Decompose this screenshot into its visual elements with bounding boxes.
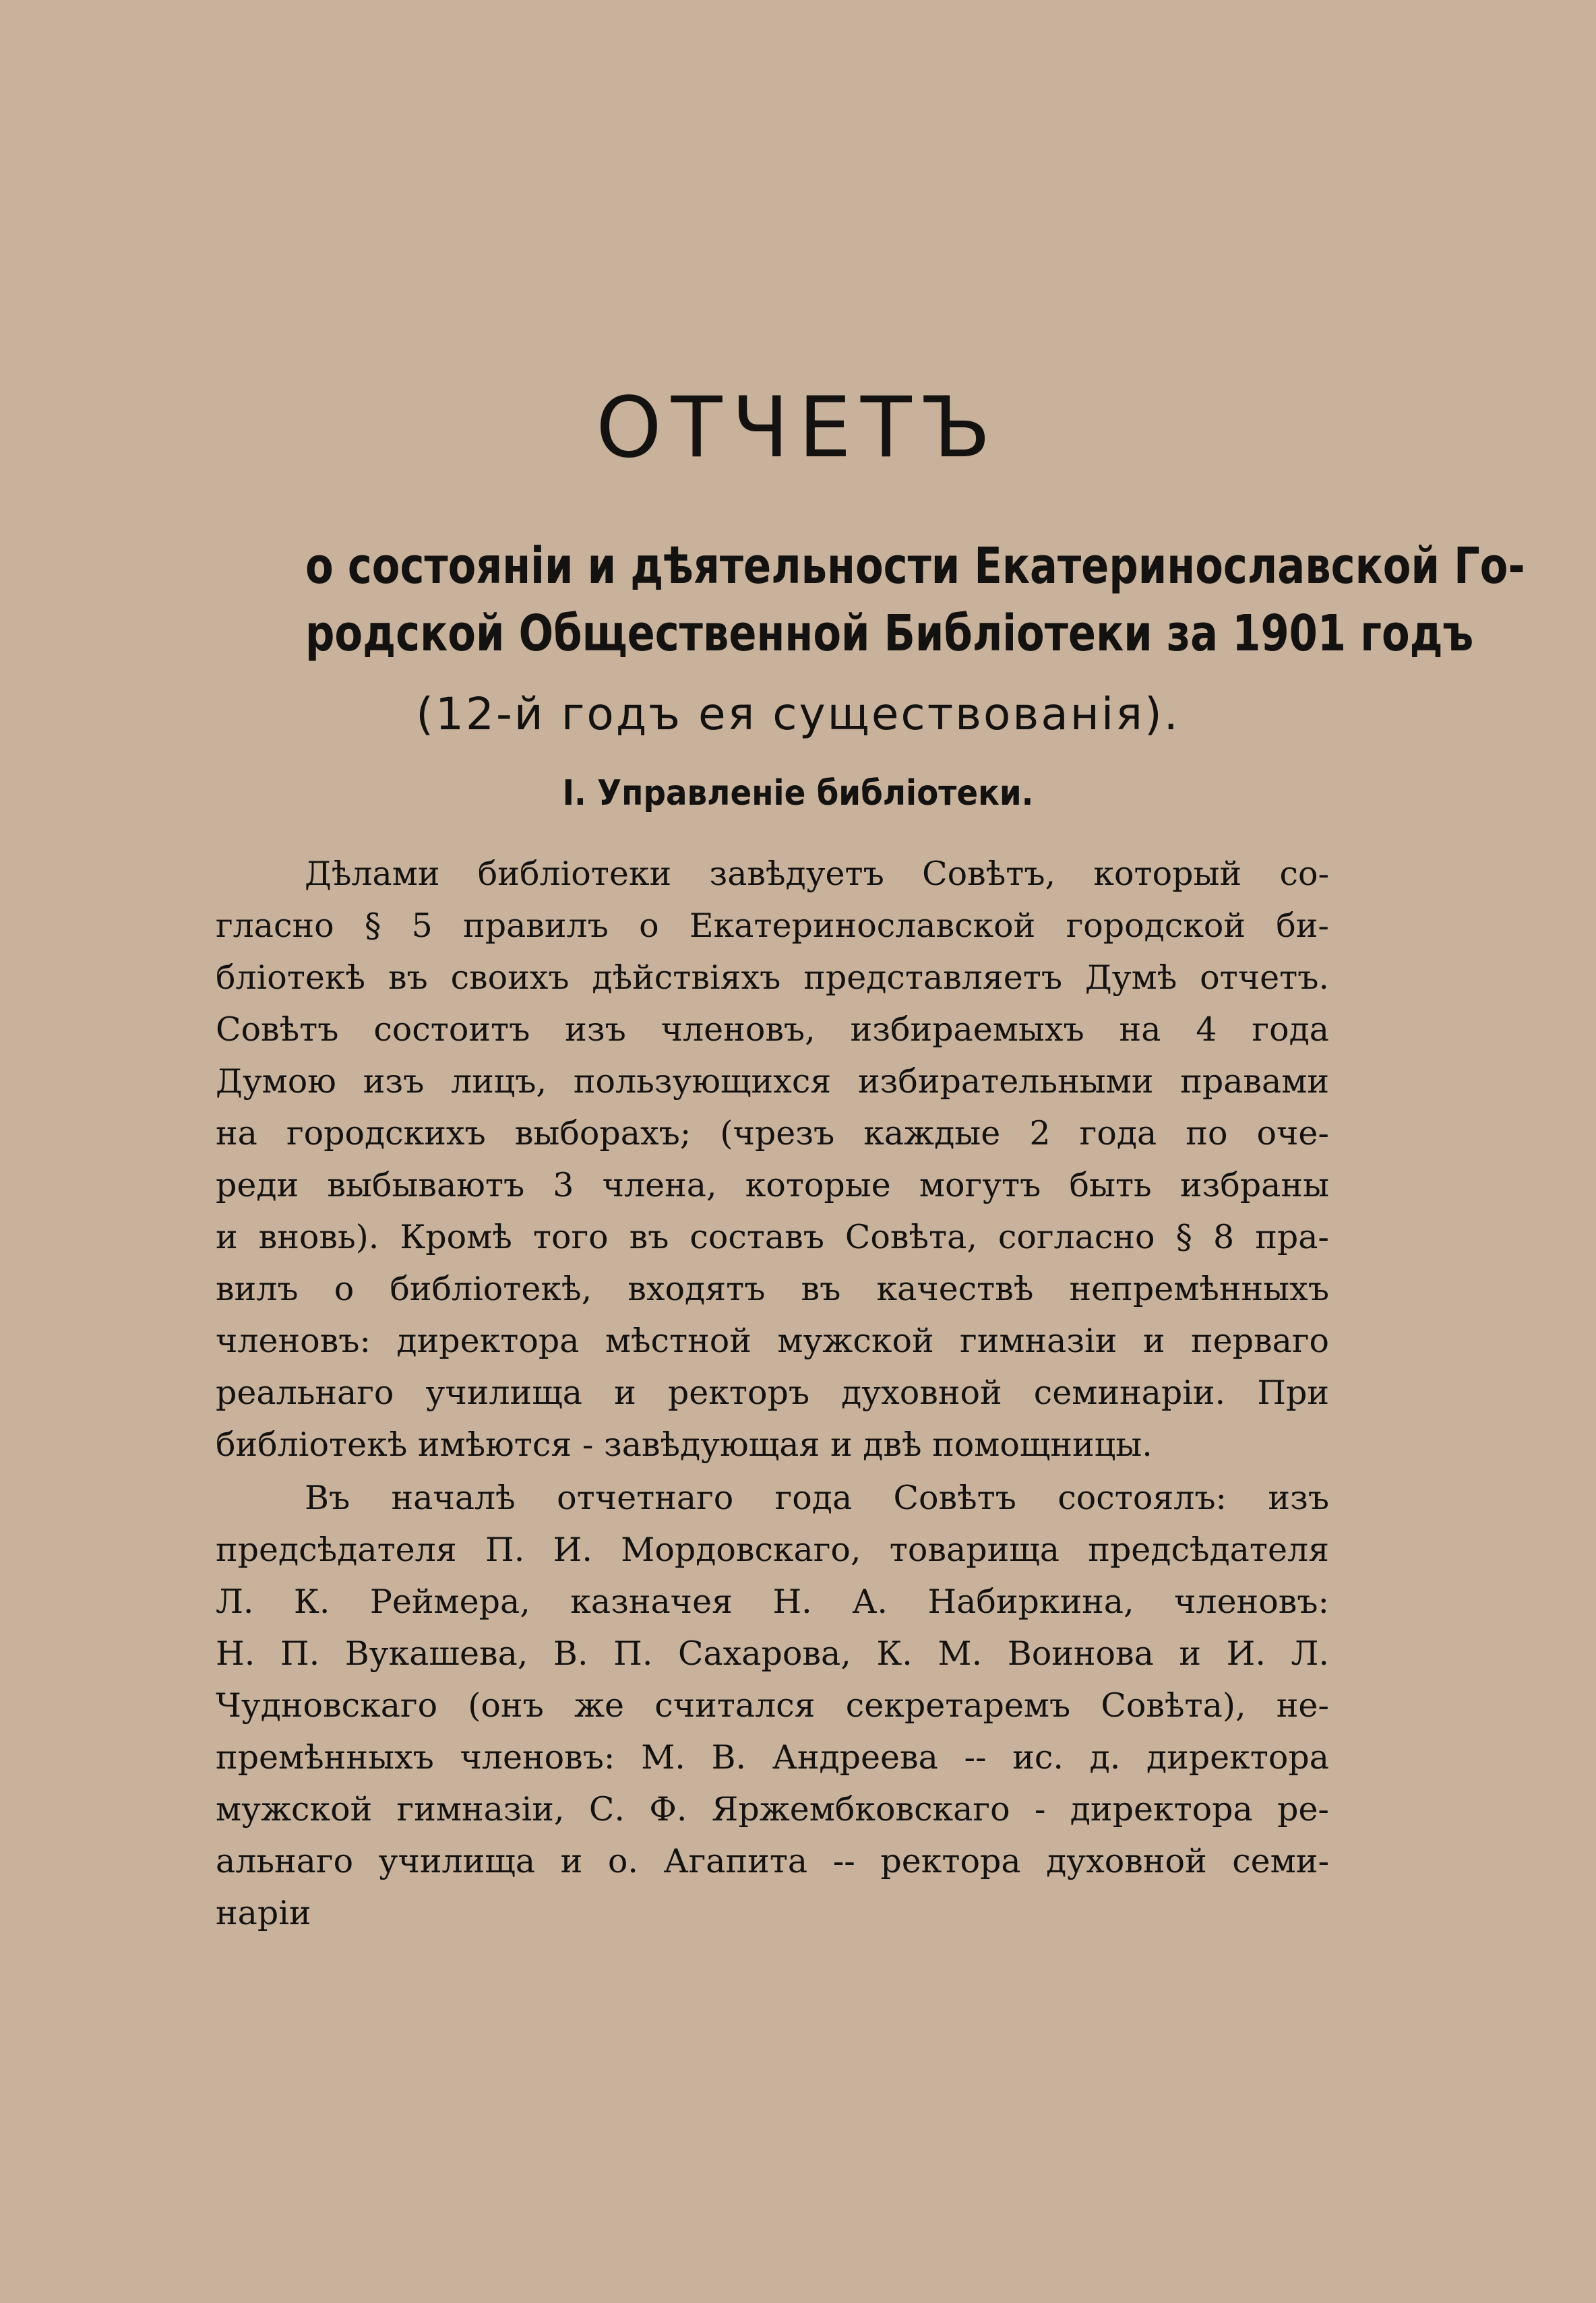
subtitle-line: о состояніи и дѣятельности Екатеринославской Го- [305, 537, 1525, 595]
text-line: на городскихъ выборахъ; (чрезъ каждые 2 года по оче- [216, 1114, 1329, 1153]
section-heading: I. Управленіе библіотеки. [562, 773, 1034, 813]
text-line: членовъ: директора мѣстной мужской гимназіи и перваго [216, 1322, 1329, 1360]
text-line: гласно § 5 правилъ о Екатеринославской городской би- [216, 907, 1329, 945]
text-line: наріи [216, 1894, 311, 1932]
text-line: мужской гимназіи, С. Ф. Яржембковскаго - директора ре- [216, 1790, 1329, 1829]
text-line: Дѣлами библіотеки завѣдуетъ Совѣтъ, который со- [305, 855, 1329, 893]
text-line: премѣнныхъ членовъ: М. В. Андреева -- ис. д. директора [216, 1738, 1329, 1777]
text-line: вилъ о библіотекѣ, входятъ въ качествѣ непремѣнныхъ [216, 1270, 1329, 1308]
text-line: библіотекѣ имѣются - завѣдующая и двѣ помощницы. [216, 1425, 1153, 1464]
text-line: Въ началѣ отчетнаго года Совѣтъ состоялъ: изъ [305, 1479, 1329, 1517]
text-line: и вновь). Кромѣ того въ составъ Совѣта, согласно § 8 пра- [216, 1218, 1329, 1256]
text-line: Совѣтъ состоитъ изъ членовъ, избираемыхъ на 4 года [216, 1010, 1329, 1049]
document-subtitle [305, 532, 1525, 667]
text-line: предсѣдателя П. И. Мордовскаго, товарища предсѣдателя [216, 1531, 1329, 1569]
text-line: бліотекѣ въ своихъ дѣйствіяхъ представляетъ Думѣ отчетъ. [216, 958, 1329, 997]
text-line: Л. К. Реймера, казначея Н. А. Набиркина, членовъ: [216, 1583, 1329, 1621]
subtitle-line: родской Общественной Библіотеки за 1901 годъ [305, 605, 1474, 663]
text-line: Думою изъ лицъ, пользующихся избирательными правами [216, 1062, 1329, 1101]
text-line: Чудновскаго (онъ же считался секретаремъ Совѣта), не- [216, 1686, 1329, 1725]
year-note: (12-й годъ ея существованія). [416, 688, 1180, 740]
paragraph-2 [216, 1472, 1329, 1939]
text-line: реальнаго училища и ректоръ духовной семинаріи. При [216, 1374, 1329, 1412]
text-line: реди выбываютъ 3 члена, которые могутъ быть избраны [216, 1166, 1329, 1204]
document-title: ОТЧЕТЪ [596, 379, 1000, 477]
paragraph-1 [216, 848, 1329, 1471]
text-line: альнаго училища и о. Агапита -- ректора духовной семи- [216, 1842, 1329, 1880]
text-line: Н. П. Вукашева, В. П. Сахарова, К. М. Воинова и И. Л. [216, 1634, 1329, 1673]
